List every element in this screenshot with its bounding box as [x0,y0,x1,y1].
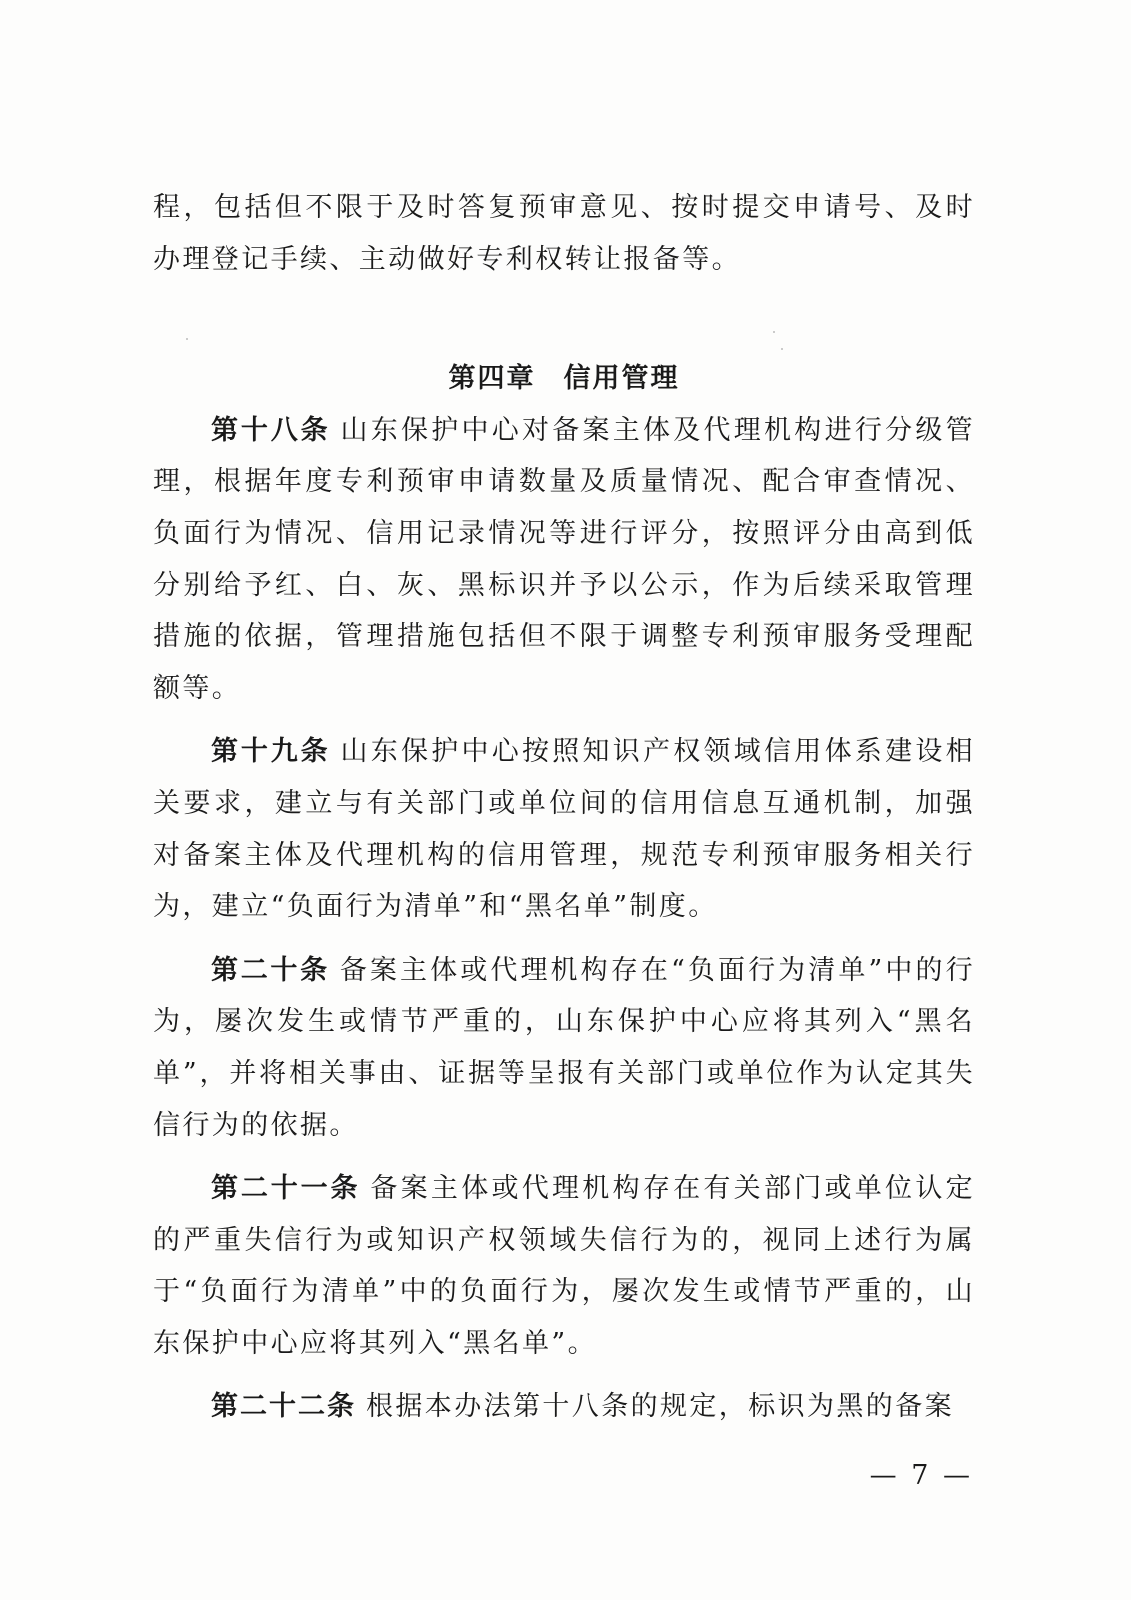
article-text: 备案主体或代理机构存在“负面行为清单”中的行为，屡次发生或情节严重的，山东保护中心应将其列入“黑名单”，并将相关事由、证据等呈报有关部门或单位作为认定其失信行为的依据。 [153,954,976,1141]
article-label: 第二十一条 [211,1173,361,1205]
article-text: 山东保护中心对备案主体及代理机构进行分级管理，根据年度专利预审申请数量及质量情况、配合审查情况、负面行为情况、信用记录情况等进行评分，按照评分由高到低分别给予红、白、灰、黑标识并予以公示，作为后续采取管理措施的依据，管理措施包括但不限于调整专利预审服务受理配额等。 [153,414,975,704]
article-22 [153,1381,975,1433]
document-body [153,182,975,1445]
page-number: — 7 — [869,1460,973,1491]
article-text: 备案主体或代理机构存在有关部门或单位认定的严重失信行为或知识产权领域失信行为的，视同上述行为属于“负面行为清单”中的负面行为，屡次发生或情节严重的，山东保护中心应将其列入“黑名单”。 [153,1173,975,1359]
article-label: 第十九条 [211,736,331,768]
continuation-paragraph: 程，包括但不限于及时答复预审意见、按时提交申请号、及时办理登记手续、主动做好专利权转让报备等。 [153,192,975,275]
article-label: 第十八条 [211,414,331,446]
article-label: 第二十二条 [211,1391,356,1423]
article-19 [153,726,975,932]
article-text: 根据本办法第十八条的规定，标识为黑的备案 [366,1391,954,1423]
article-label: 第二十条 [211,954,330,986]
article-text: 山东保护中心按照知识产权领域信用体系建设相关要求，建立与有关部门或单位间的信用信息互通机制，加强对备案主体及代理机构的信用管理，规范专利预审服务相关行为，建立“负面行为清单”和“黑名单”制度。 [153,736,975,923]
chapter-number: 第四章 [448,363,536,395]
article-20 [153,945,975,1151]
chapter-heading [153,313,975,405]
article-18 [153,405,975,715]
article-21 [153,1163,975,1369]
chapter-title: 信用管理 [563,363,680,395]
